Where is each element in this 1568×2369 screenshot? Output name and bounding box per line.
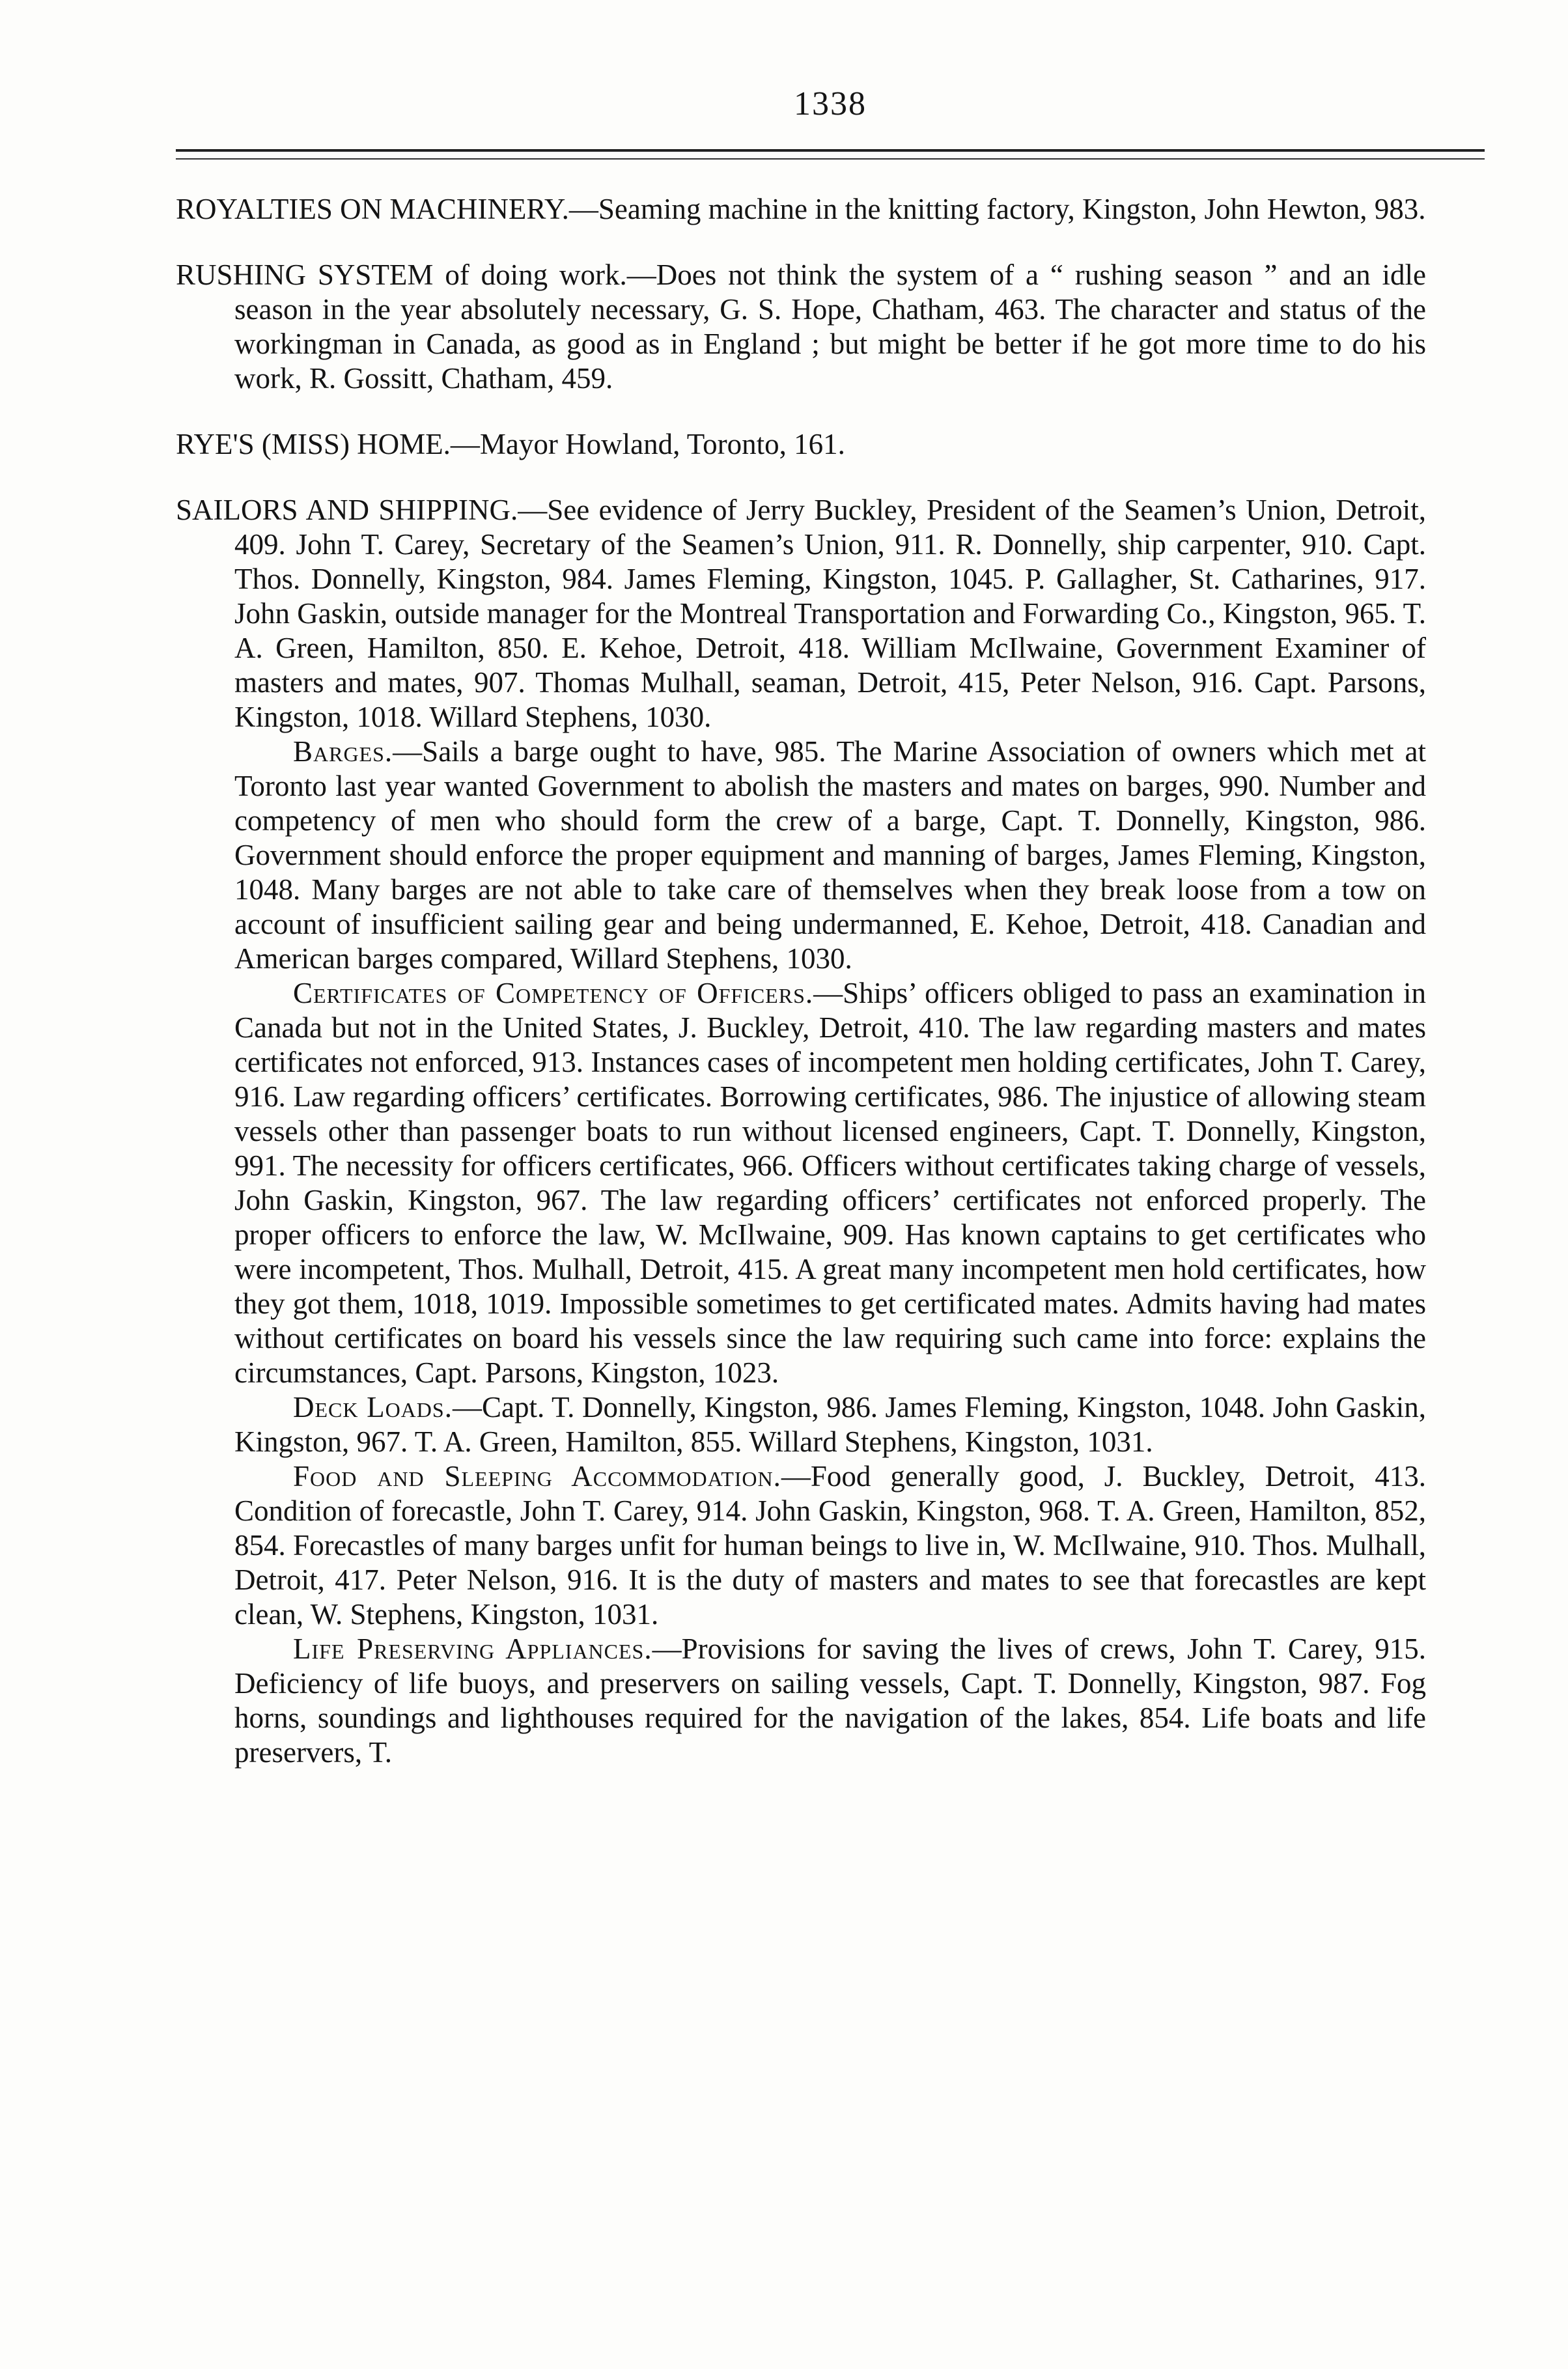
subentry-text: —Food generally good, J. Buckley, Detroit, 413. Condition of forecastle, John T. Carey, 914. John Gaskin, Kingston, 968. T. A. Green, Hamilton, 852, 854. Forecastles of many barges unfit for human beings to live in, W. McIlwaine, 910. Thos. Mulhall, Detroit, 417. Peter Nelson, 916. It is the duty of masters and mates to see that forecastles are kept clean, W. Stephens, Kingston, 1031. xyxy=(234,1460,1427,1631)
index-subentry xyxy=(234,1459,1426,1632)
entry-heading: RUSHING SYSTEM xyxy=(176,259,434,291)
subentry-text: —Capt. T. Donnelly, Kingston, 986. James Fleming, Kingston, 1048. John Gaskin, Kingston, 967. T. A. Green, Hamilton, 855. Willard Stephens, Kingston, 1031. xyxy=(234,1391,1426,1458)
index-entry xyxy=(176,493,1426,735)
entry-text: —See evidence of Jerry Buckley, President of the Seamen’s Union, Detroit, 409. John T. Carey, Secretary of the Seamen’s Union, 911. R. Donnelly, ship carpenter, 910. Capt. Thos. Donnelly, Kingston, 984. James Fleming, Kingston, 1045. P. Gallagher, St. Catharines, 917. John Gaskin, outside manager for the Montreal Transportation and Forwarding Co., Kingston, 965. T. A. Green, Hamilton, 850. E. Kehoe, Detroit, 418. William McIlwaine, Government Examiner of masters and mates, 907. Thomas Mulhall, seaman, Detroit, 415, Peter Nelson, 916. Capt. Parsons, Kingston, 1018. Willard Stephens, 1030. xyxy=(234,494,1427,733)
subentry-heading: Life Preserving Appliances. xyxy=(293,1633,652,1665)
index-subentry xyxy=(234,1632,1426,1770)
document-page xyxy=(176,85,1427,1770)
index-entries xyxy=(176,192,1427,1770)
entry-heading: SAILORS AND SHIPPING. xyxy=(176,494,518,526)
subentry-heading: Barges. xyxy=(293,735,393,768)
header-rule-thin xyxy=(176,158,1485,160)
page-number: 1338 xyxy=(794,85,867,122)
index-entry xyxy=(176,258,1426,396)
subentry-text: —Provisions for saving the lives of crews, John T. Carey, 915. Deficiency of life buoys, and preservers on sailing vessels, Capt. T. Donnelly, Kingston, 987. Fog horns, soundings and lighthouses required for the navigation of the lakes, 854. Life boats and life preservers, T. xyxy=(234,1633,1426,1769)
entry-heading: ROYALTIES ON MACHINERY. xyxy=(176,193,569,225)
entry-text: —Seaming machine in the knitting factory, Kingston, John Hewton, 983. xyxy=(568,193,1426,225)
index-subentry xyxy=(234,735,1426,976)
subentry-heading: Food and Sleeping Accommodation. xyxy=(293,1460,781,1493)
subentry-text: —Ships’ officers obliged to pass an examination in Canada but not in the United States, J. Buckley, Detroit, 410. The law regarding masters and mates certificates not enforced, 913. Instances cases of incompetent men holding certificates, John T. Carey, 916. Law regarding officers’ certificates. Borrowing certificates, 986. The injustice of allowing steam vessels other than passenger boats to run without licensed engineers, Capt. T. Donnelly, Kingston, 991. The necessity for officers certificates, 966. Officers without certificates taking charge of vessels, John Gaskin, Kingston, 967. The law regarding officers’ certificates not enforced properly. The proper officers to enforce the law, W. McIlwaine, 909. Has known captains to get certificates who were incompetent, Thos. Mulhall, Detroit, 415. A great many incompetent men hold certificates, how they got them, 1018, 1019. Impossible sometimes to get certificated mates. Admits having had mates without certificates on board his vessels since the law requiring such came into force: explains the circumstances, Capt. Parsons, Kingston, 1023. xyxy=(234,977,1426,1389)
index-subentry xyxy=(234,976,1426,1390)
index-subentry xyxy=(234,1390,1426,1459)
entry-text: of doing work.—Does not think the system of a “ rushing season ” and an idle season in the year absolutely necessary, G. S. Hope, Chatham, 463. The character and status of the workingman in Canada, as good as in England ; but might be better if he got more time to do his work, R. Gossitt, Chatham, 459. xyxy=(234,259,1426,395)
index-entry xyxy=(176,427,1426,462)
entry-heading: RYE'S (MISS) HOME. xyxy=(176,428,451,460)
subentry-text: —Sails a barge ought to have, 985. The Marine Association of owners which met at Toronto last year wanted Government to abolish the masters and mates on barges, 990. Number and competency of men who should form the crew of a barge, Capt. T. Donnelly, Kingston, 986. Government should enforce the proper equipment and manning of barges, James Fleming, Kingston, 1048. Many barges are not able to take care of themselves when they break loose from a tow on account of insufficient sailing gear and being undermanned, E. Kehoe, Detroit, 418. Canadian and American barges compared, Willard Stephens, 1030. xyxy=(234,735,1426,975)
index-entry xyxy=(176,192,1426,227)
subentry-heading: Deck Loads. xyxy=(293,1391,453,1423)
header-rule-thick xyxy=(176,149,1485,152)
entry-text: —Mayor Howland, Toronto, 161. xyxy=(450,428,845,460)
subentry-heading: Certificates of Competency of Officers. xyxy=(293,977,814,1009)
